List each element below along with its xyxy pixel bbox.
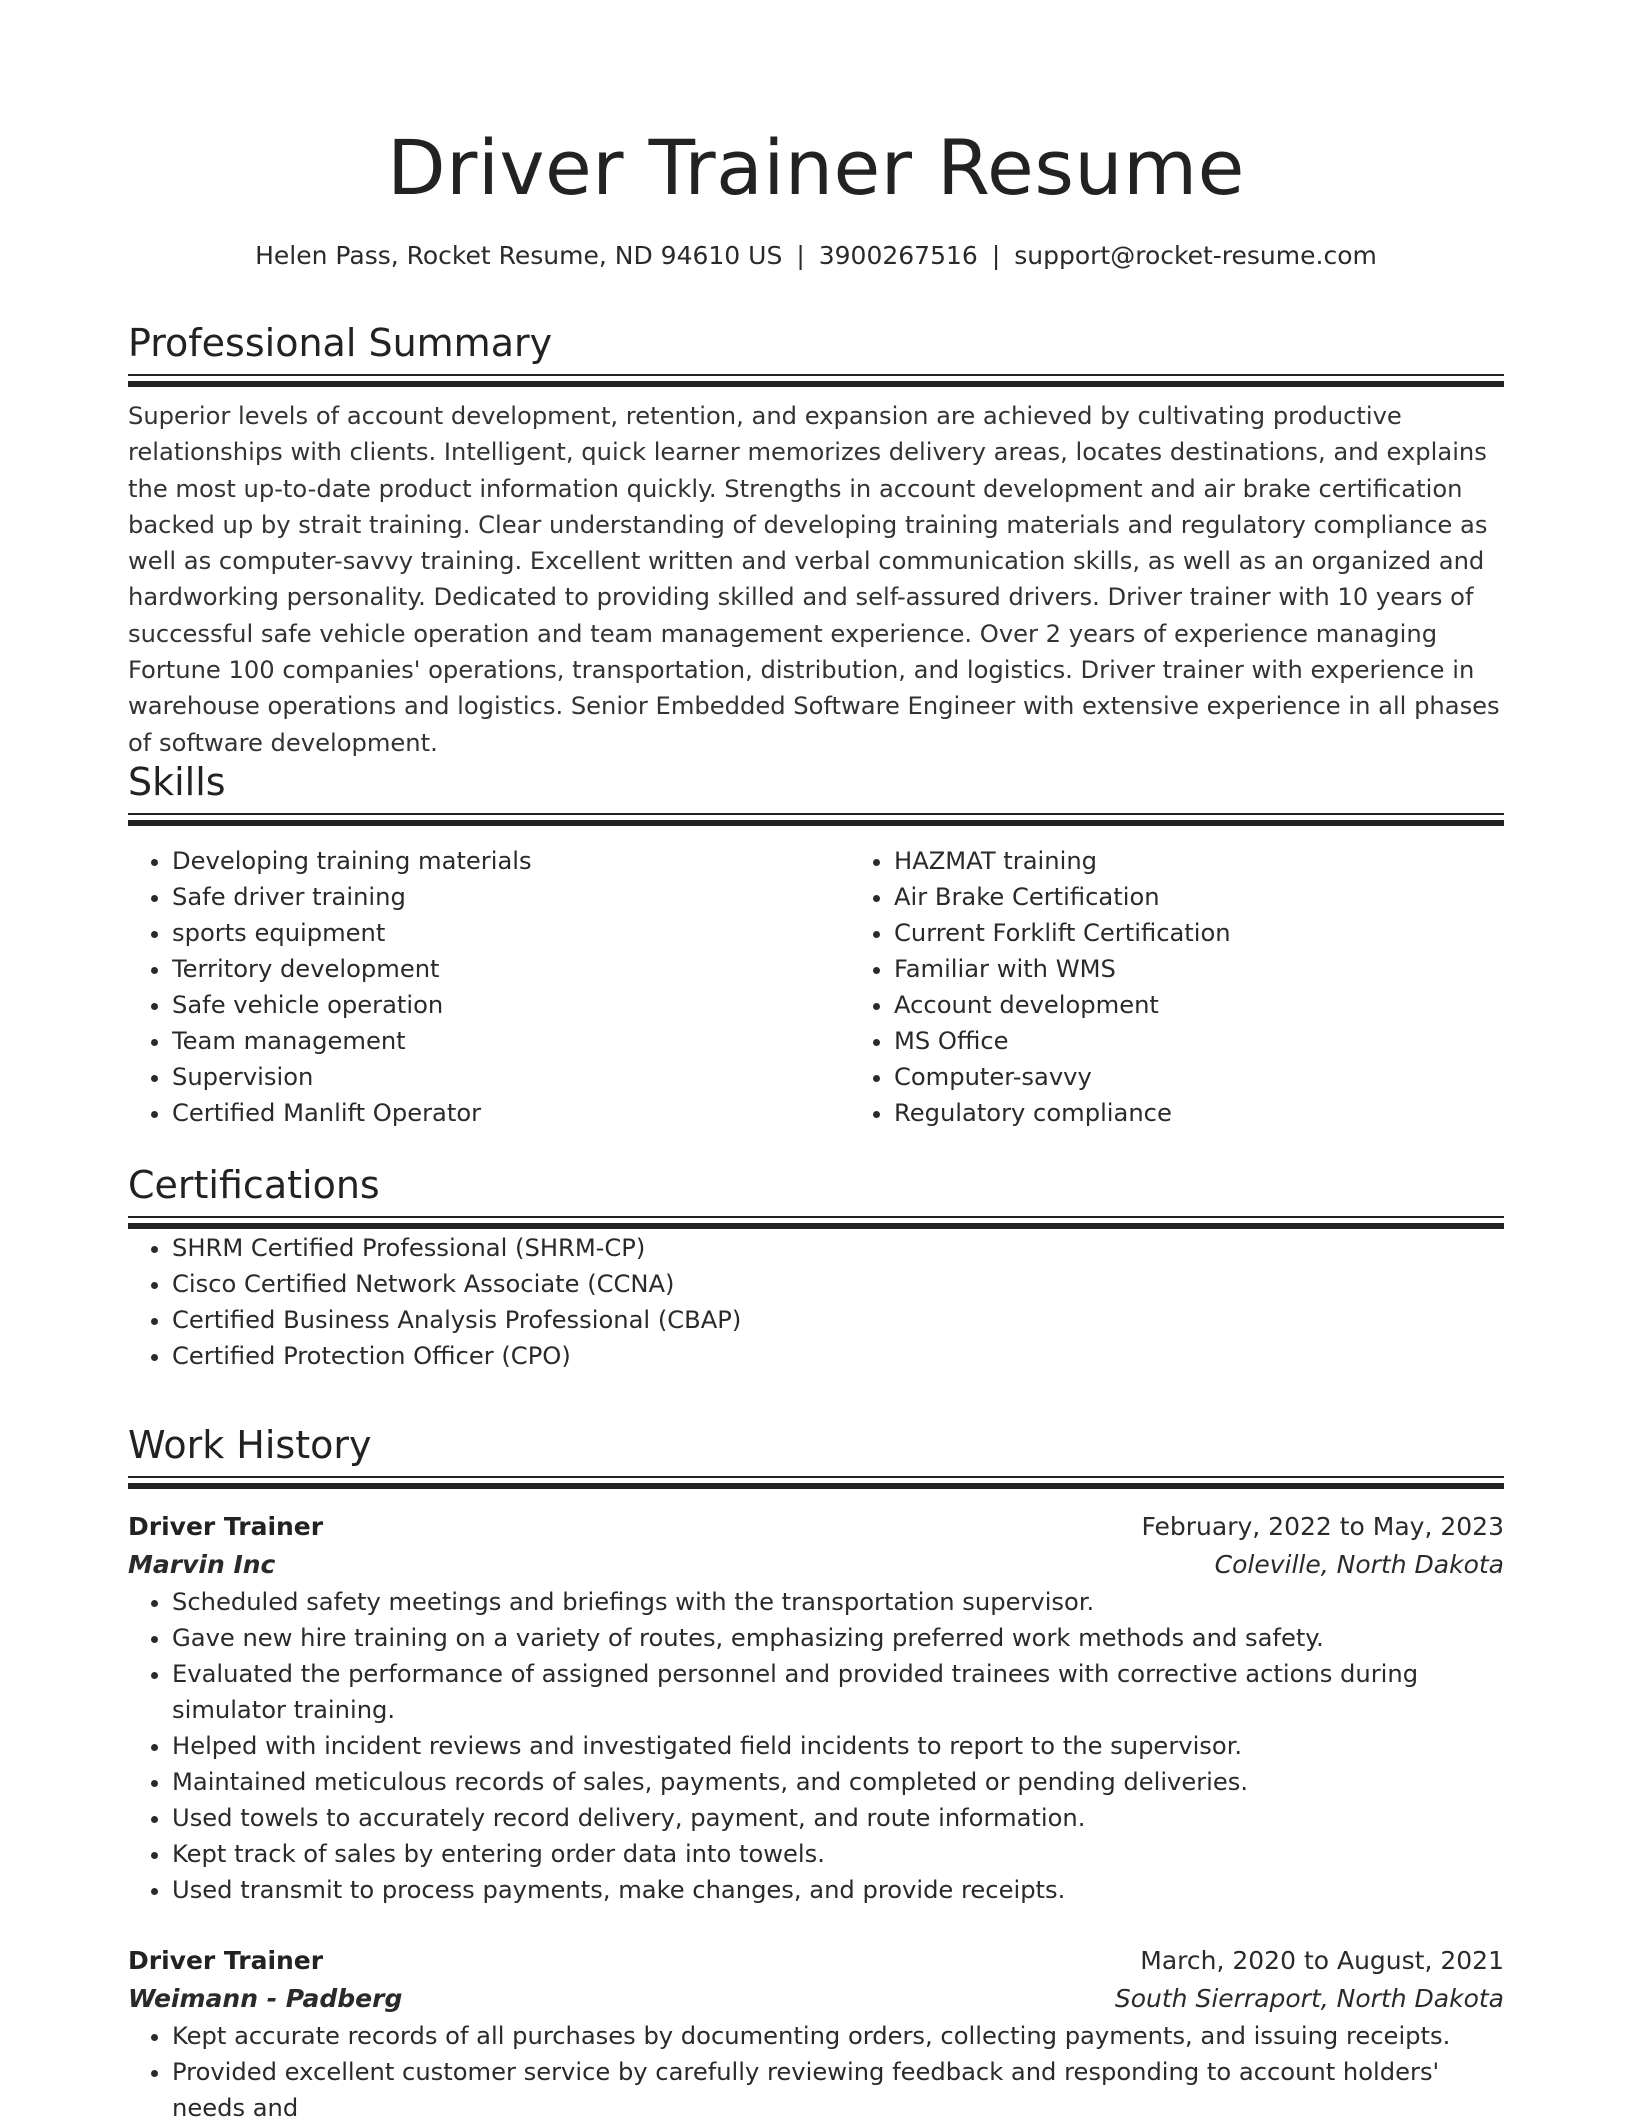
summary-heading: Professional Summary — [128, 321, 553, 365]
job-bullet: • Kept accurate records of all purchases by documenting orders, collecting payments, and issuing receipts. — [172, 2018, 1504, 2054]
section-divider — [128, 813, 1504, 827]
section-divider — [128, 1476, 1504, 1490]
skill-item: • Certified Manlift Operator — [172, 1095, 850, 1131]
skill-item: • Account development — [894, 987, 1572, 1023]
resume-title: Driver Trainer Resume — [387, 123, 1245, 212]
skill-item: • Supervision — [172, 1059, 850, 1095]
skill-item: • Current Forklift Certification — [894, 915, 1572, 951]
job-header — [128, 1942, 1504, 1980]
skill-item: • Familiar with WMS — [894, 951, 1572, 987]
skill-item: • Developing training materials — [172, 843, 850, 879]
certifications-list — [128, 1230, 1504, 1374]
skills-heading: Skills — [128, 760, 226, 804]
skill-item: • Team management — [172, 1023, 850, 1059]
work-history-heading: Work History — [128, 1423, 372, 1467]
certifications-heading: Certifications — [128, 1163, 380, 1207]
job-title: Driver Trainer — [128, 1946, 324, 1975]
job-dates: March, 2020 to August, 2021 — [1140, 1946, 1504, 1975]
job-subheader — [128, 1546, 1504, 1584]
job-bullet: • Evaluated the performance of assigned personnel and provided trainees with corrective actions during simulator training. — [172, 1656, 1504, 1728]
skill-item: • Safe vehicle operation — [172, 987, 850, 1023]
skills-list-right — [850, 843, 1572, 1131]
skill-item: • Air Brake Certification — [894, 879, 1572, 915]
skills-section — [128, 757, 1504, 1131]
job-bullet: • Scheduled safety meetings and briefings with the transportation supervisor. — [172, 1584, 1504, 1620]
job-bullets — [128, 1584, 1504, 1908]
certification-item: • SHRM Certified Professional (SHRM-CP) — [172, 1230, 1504, 1266]
contact-address: Helen Pass, Rocket Resume, ND 94610 US — [255, 241, 783, 270]
skill-item: • MS Office — [894, 1023, 1572, 1059]
job-entry — [128, 1508, 1504, 1908]
job-bullet: • Provided excellent customer service by carefully reviewing feedback and responding to account holders' needs and — [172, 2054, 1504, 2126]
skill-item: • Computer-savvy — [894, 1059, 1572, 1095]
job-entry — [128, 1942, 1504, 2126]
job-header — [128, 1508, 1504, 1546]
section-divider — [128, 374, 1504, 388]
contact-email: support@rocket-resume.com — [1014, 241, 1377, 270]
job-subheader — [128, 1980, 1504, 2018]
job-location: South Sierraport, North Dakota — [1114, 1984, 1504, 2013]
skill-item: • Regulatory compliance — [894, 1095, 1572, 1131]
certification-item: • Cisco Certified Network Associate (CCNA) — [172, 1266, 1504, 1302]
certification-item: • Certified Business Analysis Professional (CBAP) — [172, 1302, 1504, 1338]
job-bullet: • Gave new hire training on a variety of routes, emphasizing preferred work methods and safety. — [172, 1620, 1504, 1656]
resume-page — [128, 0, 1504, 2122]
certifications-section — [128, 1160, 1504, 1374]
job-bullet: • Maintained meticulous records of sales, payments, and completed or pending deliveries. — [172, 1764, 1504, 1800]
skill-item: • Safe driver training — [172, 879, 850, 915]
contact-separator: | — [796, 241, 805, 270]
skills-grid — [128, 843, 1504, 1131]
job-bullet: • Helped with incident reviews and investigated field incidents to report to the supervisor. — [172, 1728, 1504, 1764]
contact-separator: | — [991, 241, 1001, 270]
skill-item: • HAZMAT training — [894, 843, 1572, 879]
job-bullets — [128, 2018, 1504, 2126]
certification-item: • Certified Protection Officer (CPO) — [172, 1338, 1504, 1374]
contact-line — [128, 238, 1504, 274]
summary-section — [128, 318, 1504, 761]
job-dates: February, 2022 to May, 2023 — [1141, 1512, 1504, 1541]
skill-item: • Territory development — [172, 951, 850, 987]
job-title: Driver Trainer — [128, 1512, 324, 1541]
job-bullet: • Used transmit to process payments, make changes, and provide receipts. — [172, 1872, 1504, 1908]
job-bullet: • Kept track of sales by entering order data into towels. — [172, 1836, 1504, 1872]
job-location: Coleville, North Dakota — [1214, 1550, 1504, 1579]
summary-text: Superior levels of account development, retention, and expansion are achieved by cultivating productive relationships with clients. Intelligent, quick learner memorizes delivery areas, locates destinations, and explains the most up-to-date product information quickly. Strengths in account development and air brake certification backed up by strait training. Clear understanding of developing training materials and regulatory compliance as well as computer-savvy training. Excellent written and verbal communication skills, as well as an organized and hardworking personality. Dedicated to providing skilled and self-assured drivers. Driver trainer with 10 years of successful safe vehicle operation and team management experience. Over 2 years of experience managing Fortune 100 companies' operations, transportation, distribution, and logistics. Driver trainer with experience in warehouse operations and logistics. Senior Embedded Software Engineer with extensive experience in all phases of software development. — [128, 402, 1500, 757]
job-bullet: • Used towels to accurately record delivery, payment, and route information. — [172, 1800, 1504, 1836]
job-company: Marvin Inc — [128, 1550, 276, 1579]
section-divider — [128, 1216, 1504, 1230]
skill-item: • sports equipment — [172, 915, 850, 951]
job-company: Weimann - Padberg — [128, 1984, 403, 2013]
work-history-section — [128, 1420, 1504, 2126]
skills-list-left — [128, 843, 850, 1131]
contact-phone: 3900267516 — [818, 241, 978, 270]
